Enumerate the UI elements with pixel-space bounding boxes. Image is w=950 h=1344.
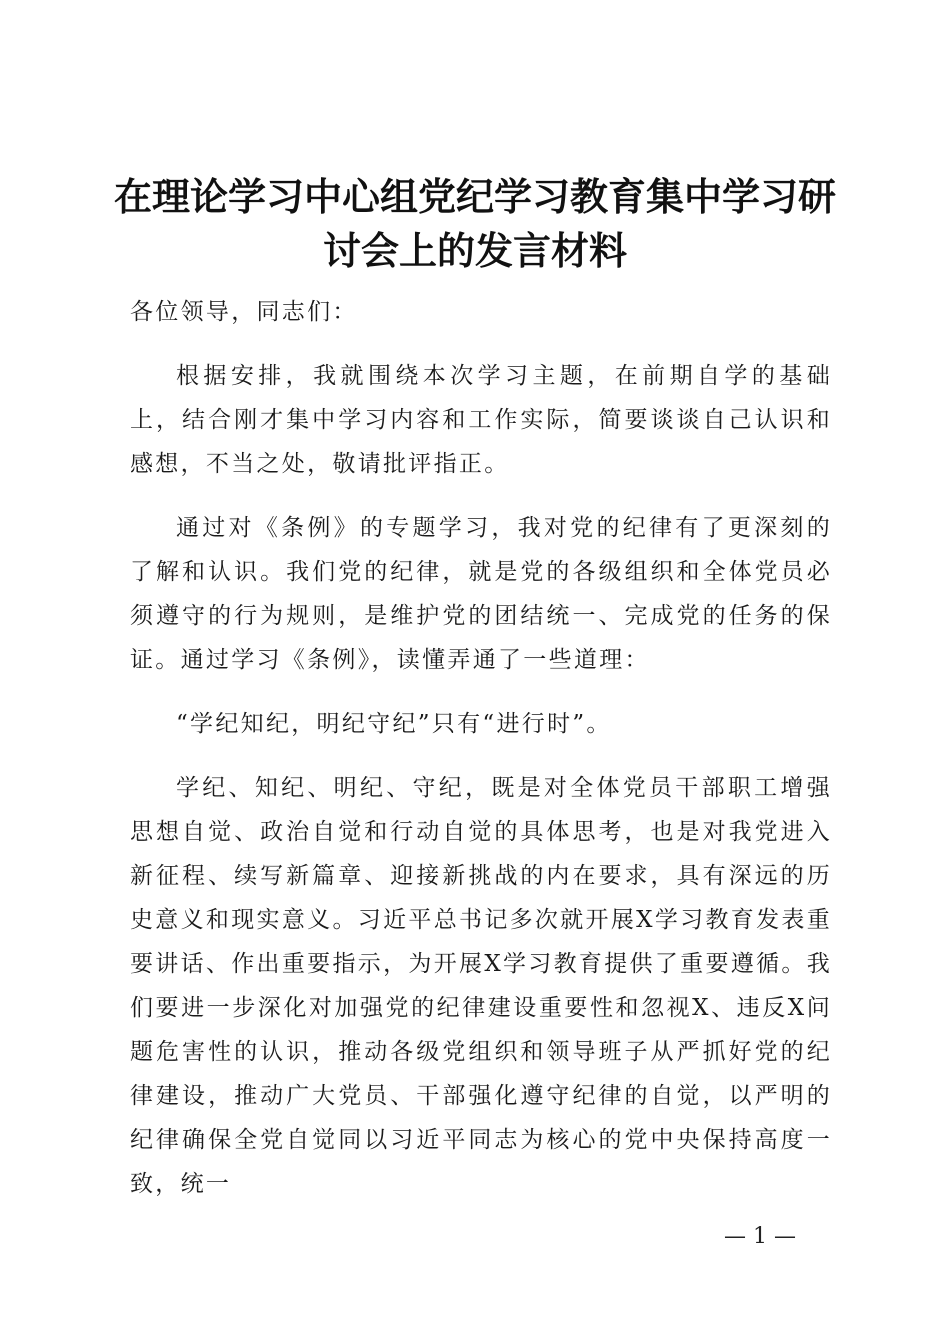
paragraph: 学纪、知纪、明纪、守纪，既是对全体党员干部职工增强思想自觉、政治自觉和行动自觉的具体思考，也是对我党进入新征程、续写新篇章、迎接新挑战的内在要求，具有深远的历史意义和现实意义。习近平总书记多次就开展X学习教育发表重要讲话、作出重要指示，为开展X学习教育提供了重要遵循。我们要进一步深化对加强党的纪律建设重要性和忽视X、违反X问题危害性的认识，推动各级党组织和领导班子从严抓好党的纪律建设，推动广大党员、干部强化遵守纪律的自觉，以严明的纪律确保全党自觉同以习近平同志为核心的党中央保持高度一致，统一 — [130, 775, 832, 1197]
document-title: 在理论学习中心组党纪学习教育集中学习研讨会上的发言材料 — [113, 174, 836, 273]
document-body — [130, 290, 832, 1226]
paragraph-heading: “学纪知纪，明纪守纪”只有“进行时”。 — [176, 711, 612, 737]
paragraph: 通过对《条例》的专题学习，我对党的纪律有了更深刻的了解和认识。我们党的纪律，就是党的各级组织和全体党员必须遵守的行为规则，是维护党的团结统一、完成党的任务的保证。通过学习《条例》，读懂弄通了一些道理： — [130, 515, 832, 673]
salutation: 各位领导，同志们： — [130, 299, 358, 325]
paragraph: 根据安排，我就围绕本次学习主题，在前期自学的基础上，结合刚才集中学习内容和工作实际，简要谈谈自己认识和感想，不当之处，敬请批评指正。 — [130, 363, 832, 477]
page-number: — 1 — — [724, 1224, 796, 1249]
